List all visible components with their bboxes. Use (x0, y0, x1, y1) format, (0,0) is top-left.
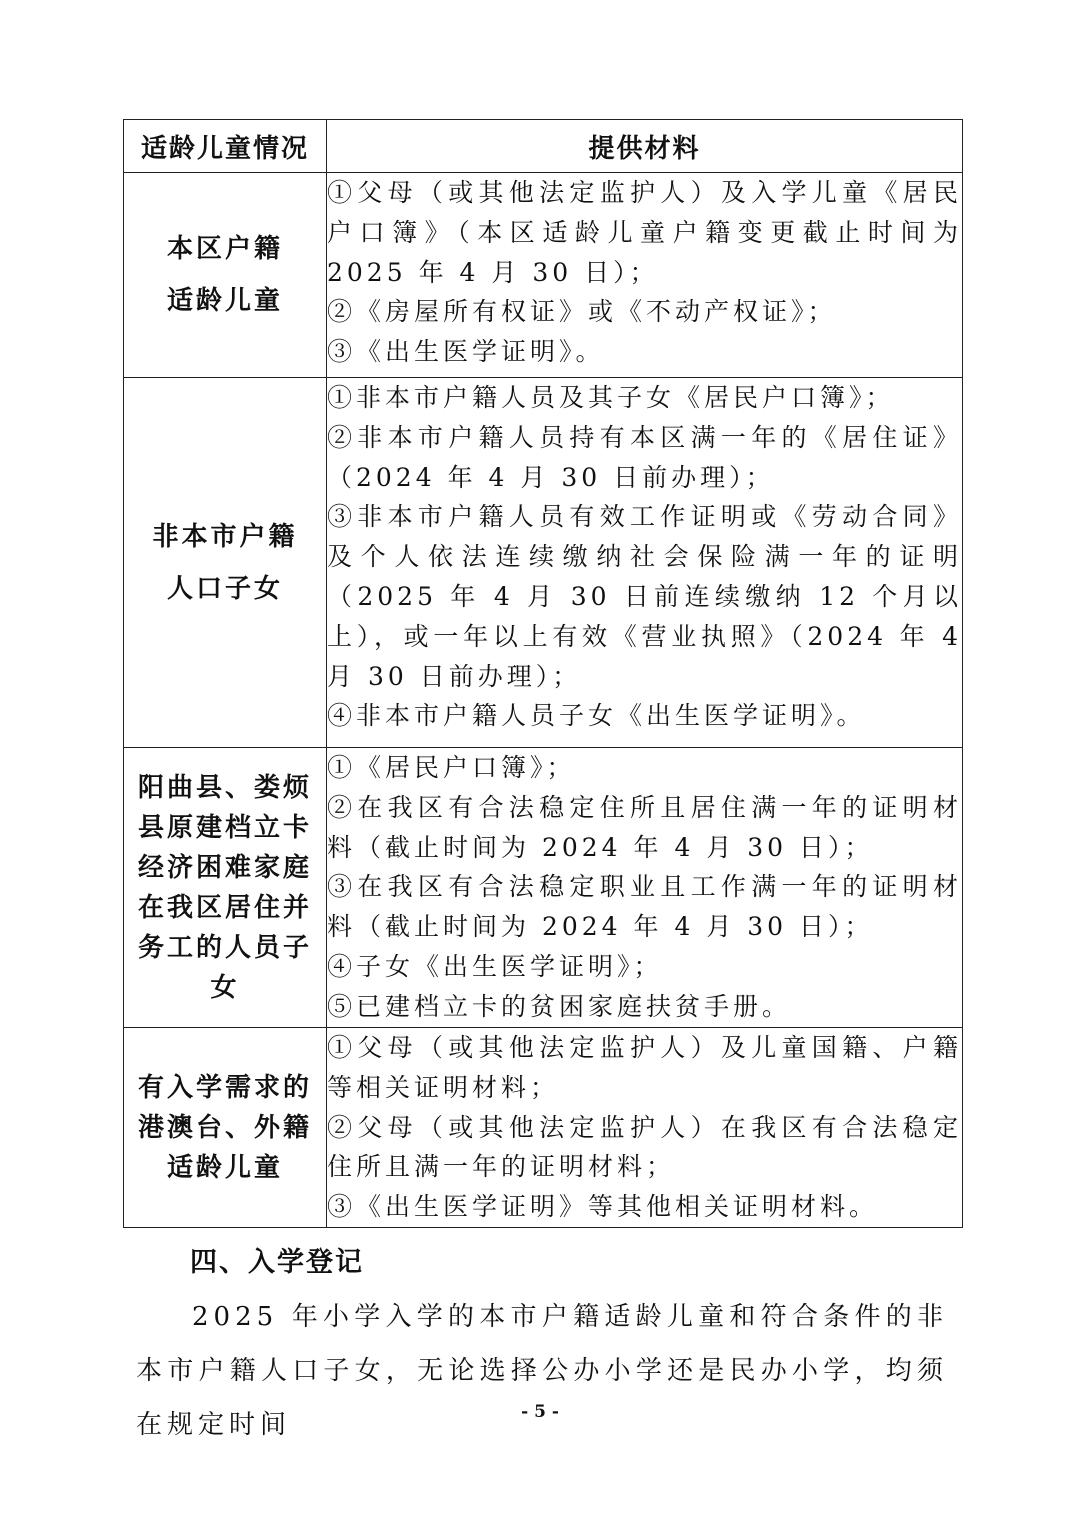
category-line: 适龄儿童 (166, 1152, 283, 1183)
material-item: ⑤已建档立卡的贫困家庭扶贫手册。 (327, 991, 792, 1021)
page-number: - 5 - (521, 1402, 559, 1422)
material-item: ③在我区有合法稳定职业且工作满一年的证明材料（截止时间为 2024 年 4 月 30 日）； (327, 872, 962, 942)
materials-cell (327, 378, 963, 748)
material-item: ①父母（或其他法定监护人）及儿童国籍、户籍等相关证明材料； (327, 1033, 962, 1102)
material-item: ①非本市户籍人员及其子女《居民户口簿》； (327, 383, 895, 412)
material-item: ②在我区有合法稳定住所且居住满一年的证明材料（截止时间为 2024 年 4 月 30 日）； (327, 792, 962, 862)
material-item: ③《出生医学证明》。 (327, 337, 605, 367)
material-item: ②《房屋所有权证》或《不动产权证》； (327, 297, 837, 327)
table-row (124, 378, 963, 748)
category-line: 在我区居住并 (137, 892, 312, 923)
table-header-row (124, 120, 963, 173)
category-line: 港澳台、外籍 (137, 1112, 312, 1143)
materials-cell (327, 748, 963, 1028)
category-line: 阳曲县、娄烦 (137, 772, 312, 803)
materials-cell (327, 173, 963, 378)
category-cell (124, 173, 327, 378)
material-item: ③非本市户籍人员有效工作证明或《劳动合同》及个人依法连续缴纳社会保险满一年的证明（2025 年 4 月 30 日前连续缴纳 12 个月以上），或一年以上有效《营业执照》（2024 年 4 月 30 日前办理）； (327, 502, 962, 691)
material-item: ②父母（或其他法定监护人）在我区有合法稳定住所且满一年的证明材料； (327, 1112, 962, 1182)
material-item: ②非本市户籍人员持有本区满一年的《居住证》（2024 年 4 月 30 日前办理）； (327, 422, 962, 492)
category-cell (124, 378, 327, 748)
category-line: 本区户籍 (166, 234, 283, 264)
material-item: ①《居民户口簿》； (327, 753, 576, 782)
category-line: 县原建档立卡 (137, 812, 312, 843)
materials-table (123, 119, 963, 1228)
header-category: 适龄儿童情况 (124, 120, 327, 173)
category-line: 有入学需求的 (137, 1072, 312, 1103)
material-item: ①父母（或其他法定监护人）及入学儿童《居民户口簿》（本区适龄儿童户籍变更截止时间为 2025 年 4 月 30 日）； (327, 178, 962, 287)
category-line: 经济困难家庭 (137, 852, 312, 883)
table-row (124, 748, 963, 1028)
table-row (124, 1028, 963, 1228)
material-item: ③《出生医学证明》等其他相关证明材料。 (327, 1192, 879, 1222)
materials-cell (327, 1028, 963, 1228)
category-line: 人口子女 (166, 573, 283, 604)
category-line: 适龄儿童 (166, 286, 283, 316)
category-cell (124, 1028, 327, 1228)
body-paragraph: 2025 年小学入学的本市户籍适龄儿童和符合条件的非本市户籍人口子女，无论选择公办小学还是民办小学，均须在规定时间 (136, 1302, 948, 1440)
table-row (124, 173, 963, 378)
section-heading: 四、入学登记 (190, 1247, 364, 1278)
header-materials: 提供材料 (327, 120, 963, 173)
category-line: 务工的人员子 (137, 932, 312, 963)
category-line: 非本市户籍 (152, 521, 298, 552)
material-item: ④子女《出生医学证明》； (327, 951, 663, 981)
category-line: 女 (210, 972, 240, 1003)
material-item: ④非本市户籍人员子女《出生医学证明》。 (327, 701, 866, 731)
category-cell (124, 748, 327, 1028)
